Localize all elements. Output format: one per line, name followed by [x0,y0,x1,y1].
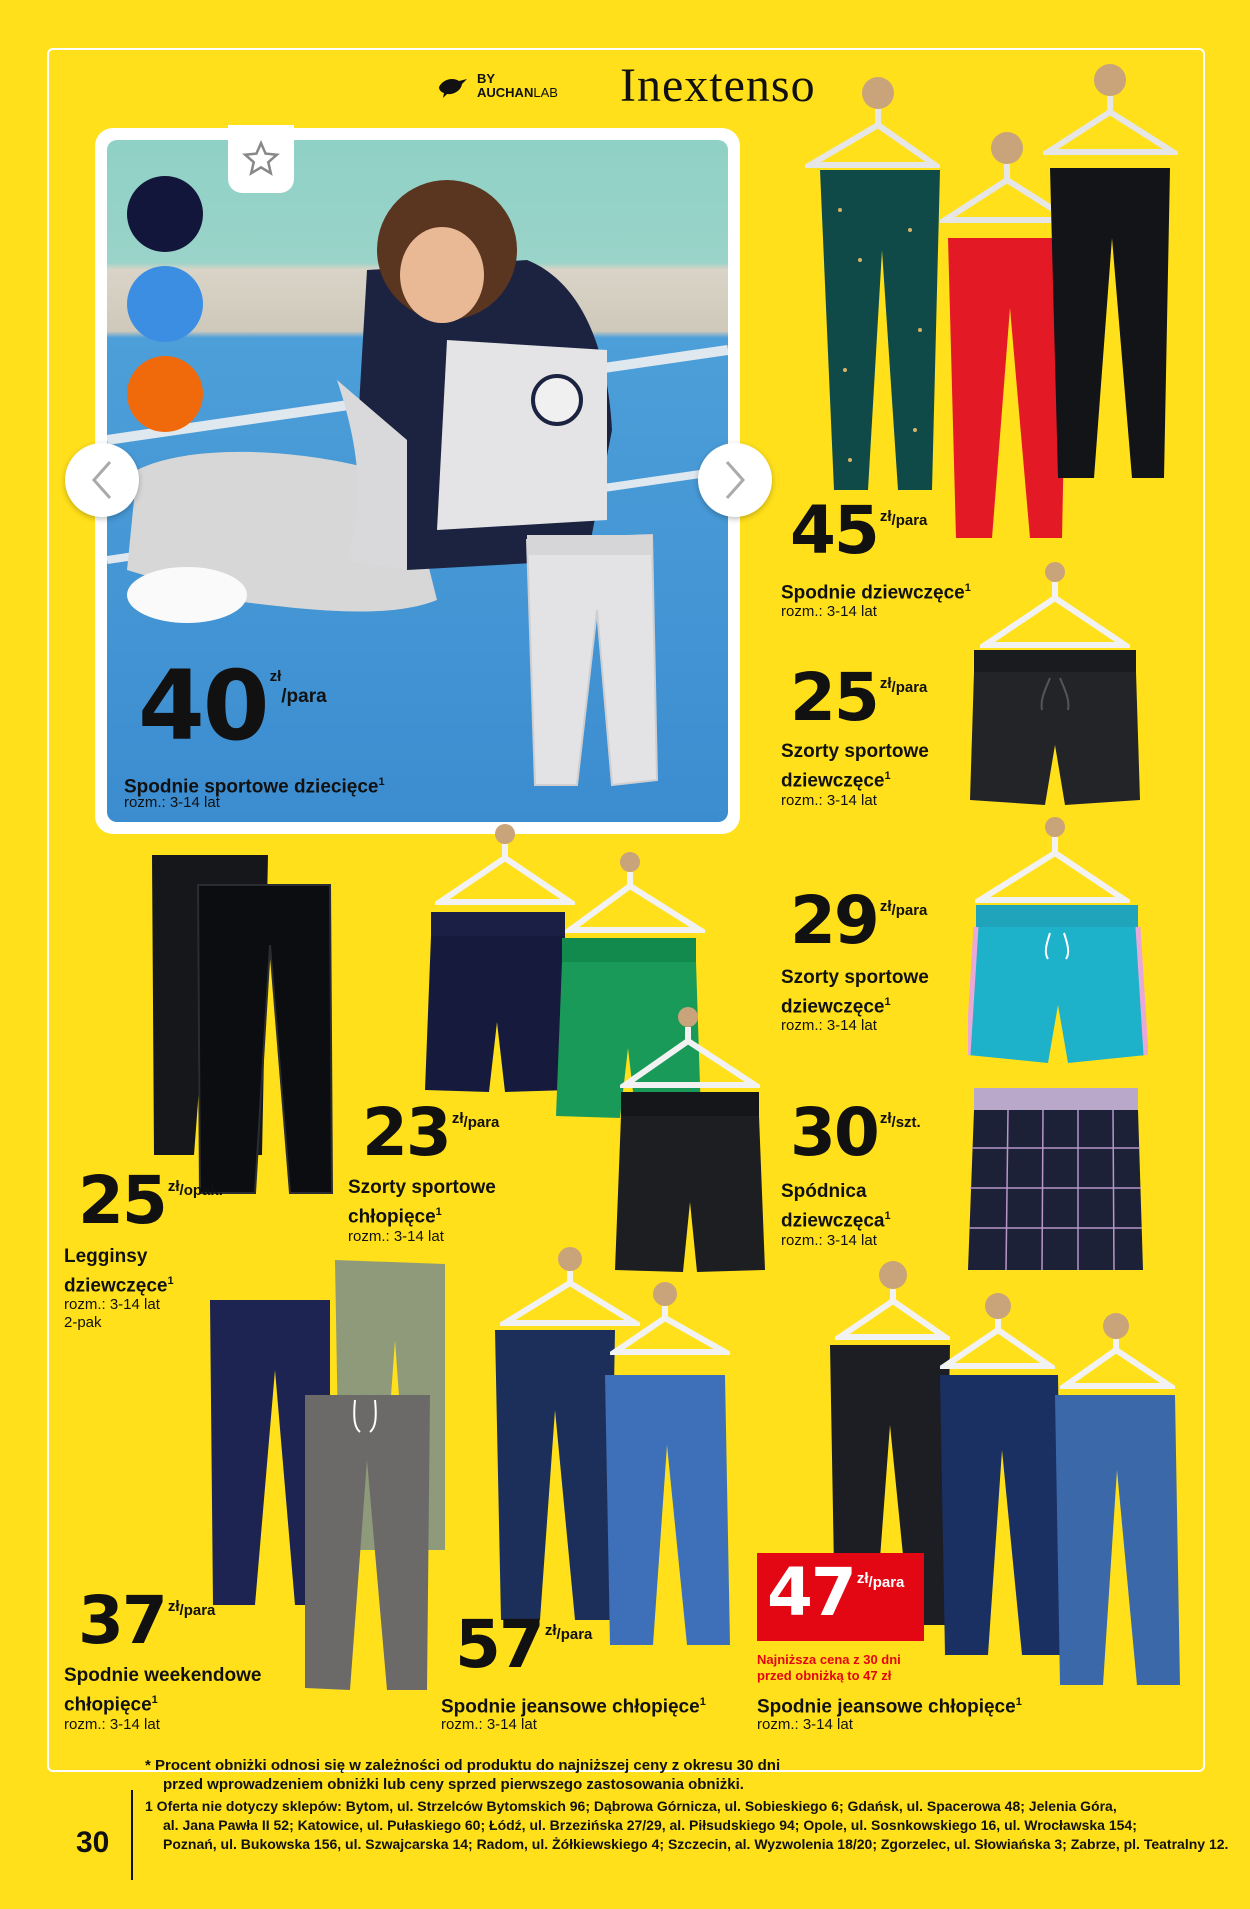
name-spodnie-sportowe: Spodnie sportowe dziecięce$^1$ [124,776,385,798]
name-jeansy-57: Spodnie jeansowe chłopięce$^1$ [441,1696,706,1718]
navy-shorts-image [425,912,570,1092]
footnote-discount: * Procent obniżki odnosi się w zależności od produktu do najniższej ceny z okresu 30 dni przed wprowadzeniem obniżki lub ceny sprzed pierwszego zastosowania obniżki. [145,1757,781,1793]
weekend-joggers-image [205,1260,450,1690]
hanger-icon [835,1255,950,1345]
price-spodnica: 30 zł /szt. [790,1094,921,1171]
hanger-icon [980,560,1130,655]
price-jeansy-57: 57 zł /para [455,1606,593,1683]
name-spodnica: Spódnica dziewczęca$^1$ [781,1181,891,1232]
black-leggings-2pack-image [150,855,335,1195]
size-szorty-dziewczece-turkus: rozm.: 3-14 lat [781,1017,877,1034]
black-leggings-image [1050,168,1170,478]
footnote-stores: 1 Oferta nie dotyczy sklepów: Bytom, ul. Strzelców Bytomskich 96; Dąbrowa Górnicza, ul. Sobieskiego 6; Gdańsk, ul. Spacerowa 48; Jelenia Góra, al. Jana Pawła II 52; Katowice, ul. Pułaskiego 60; Łódź, ul. Brzezińska 27/29, al. Piłsudskiego 94; Opole, ul. Sosnkowskiego 16, ul. Wrocławska 154; Poznań, ul. Bukowska 156, ul. Szwajcarska 14; Radom, ul. Żółkiewskiego 4; Szczecin, al. Wyzwolenia 18/20; Zgorzelec, ul. Słowiańska 3; Zabrze, pl. Teatralny 12. [145,1798,1229,1852]
chevron-right-icon [723,460,747,500]
hanger-icon [975,815,1130,910]
brand-lab: LAB [533,85,558,100]
hanger-icon [610,1280,730,1360]
checked-skirt-image [968,1088,1143,1270]
auchan-lab-logo [437,72,558,100]
navy-jeans-image [940,1375,1062,1655]
name-legginsy: Legginsy dziewczęce$^1$ [64,1246,174,1297]
bird-icon [437,73,469,99]
name-szorty-dziewczece-turkus: Szorty sportowe dziewczęce$^1$ [781,967,929,1018]
price-jeansy-47: 47 zł /para [767,1554,905,1631]
brand-by-label: BY [477,71,496,86]
size-szorty-dziewczece-czarne: rozm.: 3-14 lat [781,792,877,809]
hanger-icon [435,822,575,912]
size-spodnie-dziewczece: rozm.: 3-14 lat [781,603,877,620]
blue-jeans-image [1055,1395,1180,1685]
lowest-price-note: Najniższa cena z 30 dni przed obniżką to 47 zł [757,1652,901,1683]
price-spodnie-weekendowe: 37 zł /para [78,1582,216,1659]
light-jeans-image [605,1375,730,1645]
hanger-icon [620,1005,760,1095]
black-shorts-image [970,650,1140,805]
hanger-icon [1043,60,1178,160]
page-number-divider [131,1790,133,1880]
hanger-icon [565,850,705,940]
next-arrow-button[interactable] [698,443,772,517]
teal-dotted-leggings-image [820,170,940,490]
size-szorty-chlopiece: rozm.: 3-14 lat [348,1228,444,1245]
price-legginsy: 25 zł /opak. [78,1162,223,1239]
size-jeansy-47: rozm.: 3-14 lat [757,1716,853,1733]
price-spodnie-dziewczece: 45 zł /para [790,492,928,569]
dark-jeans-image [495,1330,615,1620]
brand-auchan: AUCHAN [477,85,534,100]
color-swatch-blue[interactable] [127,266,203,342]
inextenso-logo: Inextenso [620,59,816,112]
size-spodnica: rozm.: 3-14 lat [781,1232,877,1249]
price-szorty-dziewczece-turkus: 29 zł /para [790,882,928,959]
price-szorty-chlopiece: 23 zł /para [362,1094,500,1171]
color-swatch-orange[interactable] [127,356,203,432]
chevron-left-icon [90,460,114,500]
hanger-icon [1060,1310,1175,1395]
size-spodnie-sportowe: rozm.: 3-14 lat [124,794,220,811]
size-legginsy: rozm.: 3-14 lat 2-pak [64,1296,160,1331]
name-spodnie-dziewczece: Spodnie dziewczęce$^1$ [781,582,971,604]
favorite-star-tab[interactable] [228,125,294,193]
name-szorty-chlopiece: Szorty sportowe chłopięce$^1$ [348,1177,496,1228]
page-number: 30 [76,1826,110,1859]
color-swatch-navy[interactable] [127,176,203,252]
price-szorty-dziewczece-czarne: 25 zł /para [790,659,928,736]
hanger-icon [940,1290,1055,1375]
prev-arrow-button[interactable] [65,443,139,517]
price-spodnie-sportowe: 40 zł /para [138,650,327,762]
name-spodnie-weekendowe: Spodnie weekendowe chłopięce$^1$ [64,1665,262,1716]
turquoise-shorts-image [968,905,1148,1065]
size-jeansy-57: rozm.: 3-14 lat [441,1716,537,1733]
name-szorty-dziewczece-czarne: Szorty sportowe dziewczęce$^1$ [781,741,929,792]
star-icon [242,140,280,178]
size-spodnie-weekendowe: rozm.: 3-14 lat [64,1716,160,1733]
hanger-icon [805,75,940,175]
name-jeansy-47: Spodnie jeansowe chłopięce$^1$ [757,1696,1022,1718]
